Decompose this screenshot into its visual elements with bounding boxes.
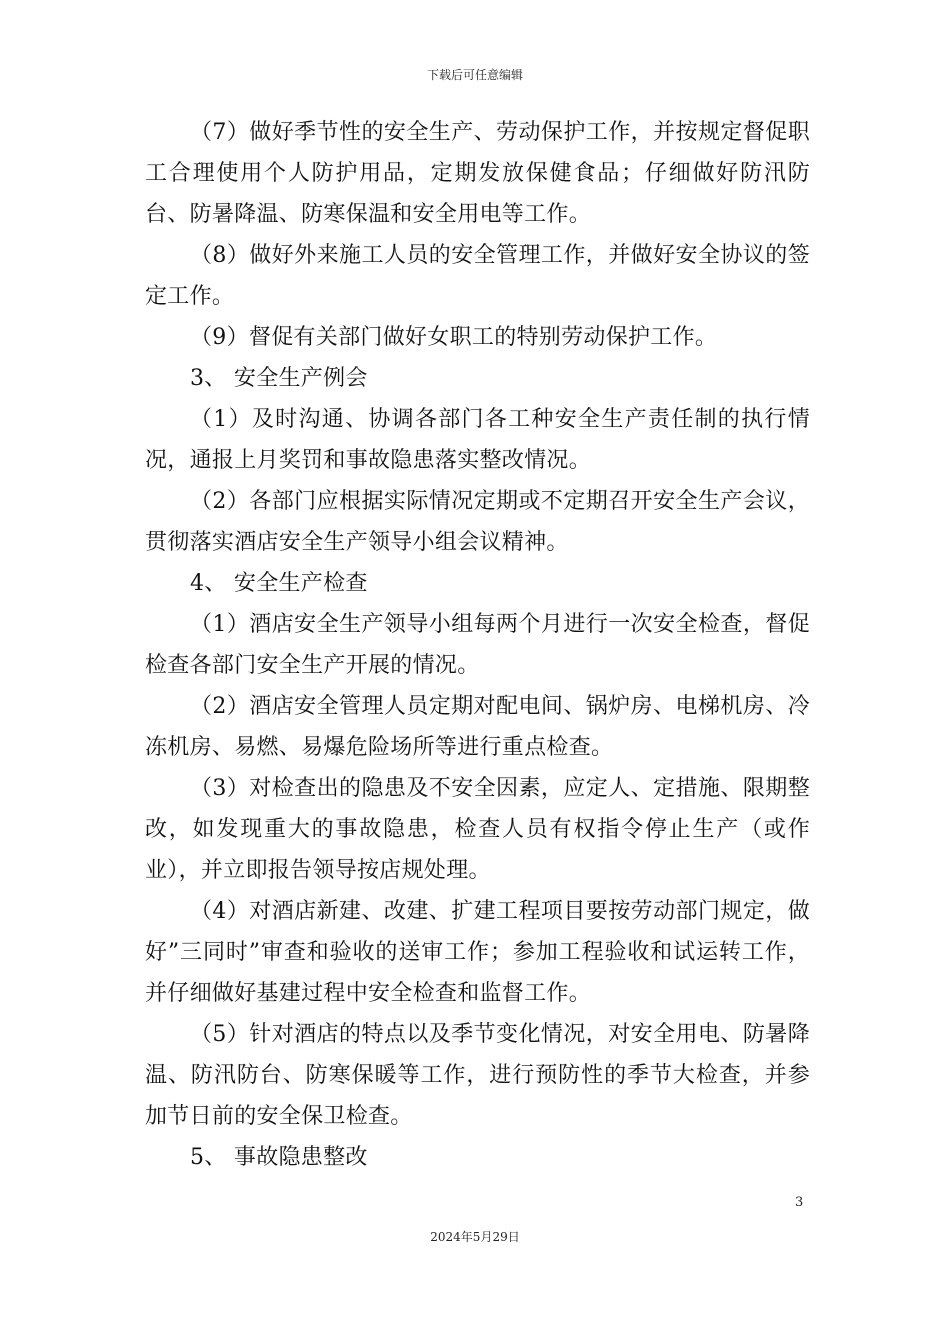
paragraph-inspection-2: （2）酒店安全管理人员定期对配电间、锅炉房、电梯机房、冷冻机房、易燃、易爆危险场所等进行重点检查。 xyxy=(145,694,810,760)
paragraph-item-9: （9）督促有关部门做好女职工的特别劳动保护工作。 xyxy=(190,325,718,350)
page-header: 下载后可任意编辑 xyxy=(426,68,523,82)
paragraph-item-7: （7）做好季节性的安全生产、劳动保护工作，并按规定督促职工合理使用个人防护用品，定期发放保健食品；仔细做好防汛防台、防暑降温、防寒保温和安全用电等工作。 xyxy=(145,120,810,227)
footer-date: 2024年5月29日 xyxy=(430,1230,520,1244)
paragraph-inspection-5: （5）针对酒店的特点以及季节变化情况，对安全用电、防暑降温、防汛防台、防寒保暖等工作，进行预防性的季节大检查，并参加节日前的安全保卫检查。 xyxy=(145,1022,810,1129)
paragraph-meeting-1: （1）及时沟通、协调各部门各工种安全生产责任制的执行情况，通报上月奖罚和事故隐患落实整改情况。 xyxy=(145,407,810,473)
paragraph-inspection-1: （1）酒店安全生产领导小组每两个月进行一次安全检查，督促检查各部门安全生产开展的情况。 xyxy=(145,612,810,678)
document-body xyxy=(145,112,810,1178)
paragraph-meeting-2: （2）各部门应根据实际情况定期或不定期召开安全生产会议，贯彻落实酒店安全生产领导小组会议精神。 xyxy=(145,489,810,555)
section-heading-3: 3、 安全生产例会 xyxy=(190,366,368,391)
paragraph-inspection-4: （4）对酒店新建、改建、扩建工程项目要按劳动部门规定，做好”三同时”审查和验收的送审工作；参加工程验收和试运转工作，并仔细做好基建过程中安全检查和监督工作。 xyxy=(145,899,810,1006)
paragraph-inspection-3: （3）对检查出的隐患及不安全因素，应定人、定措施、限期整改，如发现重大的事故隐患，检查人员有权指令停止生产（或作业），并立即报告领导按店规处理。 xyxy=(145,776,810,883)
section-heading-4: 4、 安全生产检查 xyxy=(190,571,368,596)
section-heading-5: 5、 事故隐患整改 xyxy=(190,1145,368,1170)
paragraph-item-8: （8）做好外来施工人员的安全管理工作，并做好安全协议的签定工作。 xyxy=(145,243,810,309)
page-number: 3 xyxy=(795,1195,804,1210)
